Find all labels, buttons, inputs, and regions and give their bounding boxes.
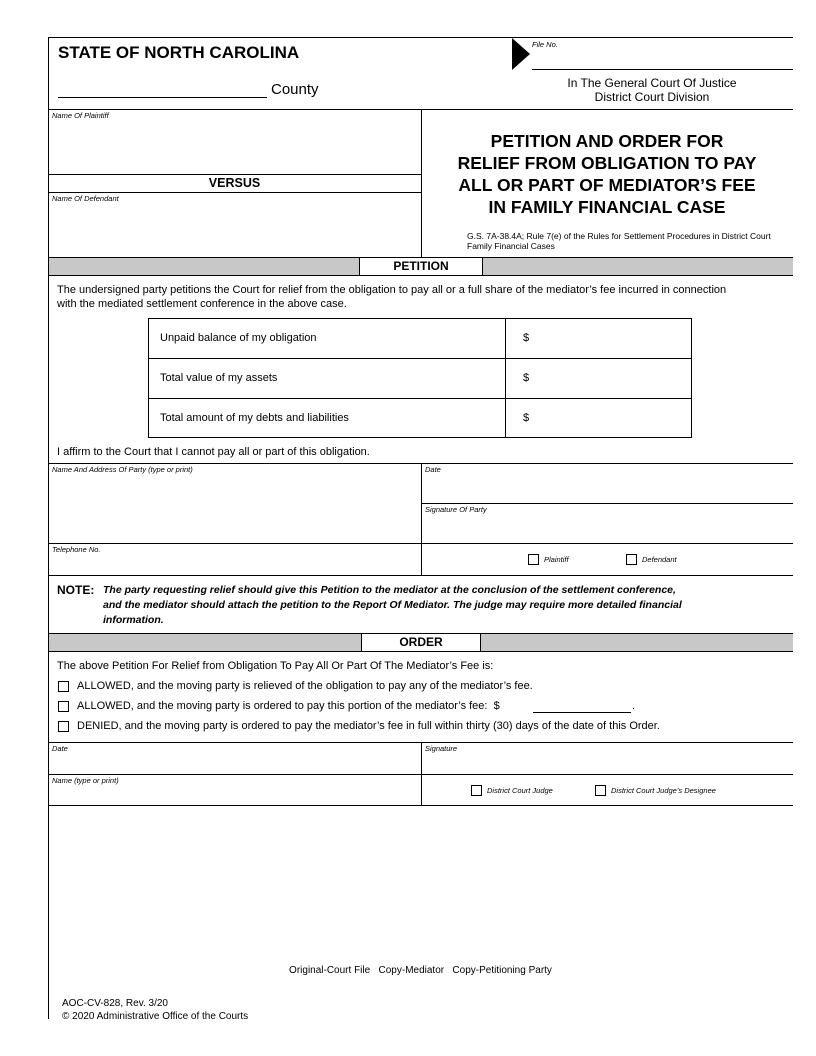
petition-band-bottom	[48, 275, 793, 276]
financial-table-row-divider	[148, 358, 692, 359]
financial-table-row-divider	[148, 398, 692, 399]
affirm-statement: I affirm to the Court that I cannot pay all or part of this obligation.	[57, 446, 370, 458]
order-date-field[interactable]	[52, 755, 417, 773]
file-no-label: File No.	[532, 40, 558, 49]
petition-date-field[interactable]	[425, 476, 790, 500]
judge-designee-checkbox[interactable]	[595, 785, 606, 796]
allowed-partial-checkbox[interactable]	[58, 701, 69, 712]
note-label: NOTE:	[57, 583, 95, 597]
county-label: County	[271, 81, 319, 98]
title-line4: IN FAMILY FINANCIAL CASE	[488, 197, 726, 217]
defendant-option-label: Defendant	[642, 555, 677, 564]
plaintiff-name-field[interactable]	[52, 122, 417, 172]
plaintiff-label: Name Of Plaintiff	[52, 111, 109, 120]
party-block-divider	[421, 463, 422, 575]
telephone-label: Telephone No.	[52, 545, 101, 554]
plaintiff-checkbox[interactable]	[528, 554, 539, 565]
allowed-partial-label: ALLOWED, and the moving party is ordered to pay this portion of the mediator’s fee: $	[77, 700, 500, 712]
petition-date-label: Date	[425, 465, 441, 474]
note-line1: The party requesting relief should give this Petition to the mediator at the conclusion of the settlement conference,	[103, 584, 676, 596]
defendant-checkbox[interactable]	[626, 554, 637, 565]
petition-heading: PETITION	[359, 258, 483, 275]
total-debts-input[interactable]	[533, 402, 688, 434]
distribution-line: Original-Court File Copy-Mediator Copy-Petitioning Party	[289, 965, 552, 976]
versus-label: VERSUS	[208, 176, 261, 190]
order-heading: ORDER	[361, 634, 481, 651]
total-assets-input[interactable]	[533, 362, 688, 394]
copyright-line: © 2020 Administrative Office of the Courts	[62, 1011, 249, 1022]
note-top	[48, 575, 793, 576]
plaintiff-option-label: Plaintiff	[544, 555, 569, 564]
petition-intro: The undersigned party petitions the Court for relief from the obligation to pay all or a full share of the mediator’s fee incurred in connection with the mediated settlement conference in the above case.	[57, 284, 727, 310]
total-assets-label: Total value of my assets	[160, 372, 278, 384]
name-address-label: Name And Address Of Party (type or print)	[52, 465, 193, 474]
title-line2: RELIEF FROM OBLIGATION TO PAY	[457, 153, 757, 173]
file-no-marker-icon	[512, 38, 532, 70]
total-debts-label: Total amount of my debts and liabilities	[160, 412, 349, 424]
file-no-field[interactable]	[532, 50, 792, 68]
financial-table-col-divider	[505, 318, 506, 438]
district-judge-checkbox[interactable]	[471, 785, 482, 796]
versus-bottom-line	[48, 192, 421, 193]
order-name-top	[48, 774, 793, 775]
versus-top-line	[48, 174, 421, 175]
file-no-underline	[532, 69, 793, 70]
order-name-field[interactable]	[52, 787, 417, 803]
order-name-label: Name (type or print)	[52, 776, 119, 785]
note-line3: information.	[103, 614, 164, 626]
county-blank[interactable]	[58, 97, 267, 98]
form-top-border	[48, 37, 793, 38]
judge-designee-label: District Court Judge’s Designee	[611, 786, 716, 795]
allowed-full-checkbox[interactable]	[58, 681, 69, 692]
denied-checkbox[interactable]	[58, 721, 69, 732]
court-line2: District Court Division	[594, 90, 710, 104]
allowed-full-label: ALLOWED, and the moving party is relieved of the obligation to pay any of the mediator’s fee.	[77, 680, 533, 692]
name-address-field[interactable]	[52, 476, 417, 540]
title-line1: PETITION AND ORDER FOR	[490, 131, 724, 151]
order-date-label: Date	[52, 744, 68, 753]
title-line3: ALL OR PART OF MEDIATOR’S FEE	[458, 175, 756, 195]
form-number: AOC-CV-828, Rev. 3/20	[62, 998, 168, 1009]
party-signature-field[interactable]	[425, 516, 790, 540]
total-debts-currency: $	[523, 412, 530, 424]
partial-amount-period: .	[632, 700, 636, 712]
note-line2: and the mediator should attach the petition to the Report Of Mediator. The judge may require more detailed financial	[103, 599, 682, 611]
order-block-bottom	[48, 805, 793, 806]
district-judge-label: District Court Judge	[487, 786, 553, 795]
party-signature-label: Signature Of Party	[425, 505, 487, 514]
court-line1: In The General Court Of Justice	[567, 76, 737, 90]
total-assets-currency: $	[523, 372, 530, 384]
defendant-name-field[interactable]	[52, 206, 417, 254]
telephone-field[interactable]	[52, 556, 417, 572]
unpaid-balance-currency: $	[523, 332, 530, 344]
unpaid-balance-label: Unpaid balance of my obligation	[160, 332, 317, 344]
statute-reference: G.S. 7A-38.4A; Rule 7(e) of the Rules for Settlement Procedures in District Court Family Financial Cases	[467, 231, 771, 251]
order-signature-label: Signature	[425, 744, 458, 753]
date-signature-divider	[421, 503, 793, 504]
telephone-row-top	[48, 543, 793, 544]
order-band-bottom	[48, 651, 793, 652]
unpaid-balance-input[interactable]	[533, 322, 688, 354]
order-intro: The above Petition For Relief from Obligation To Pay All Or Part Of The Mediator’s Fee is:	[57, 660, 494, 672]
defendant-label: Name Of Defendant	[52, 194, 119, 203]
order-signature-field[interactable]	[425, 755, 790, 773]
denied-label: DENIED, and the moving party is ordered to pay the mediator’s fee in full within thirty (30) days of the date of this Order.	[77, 720, 660, 732]
state-title: STATE OF NORTH CAROLINA	[58, 43, 300, 62]
partial-amount-line[interactable]	[533, 712, 631, 713]
